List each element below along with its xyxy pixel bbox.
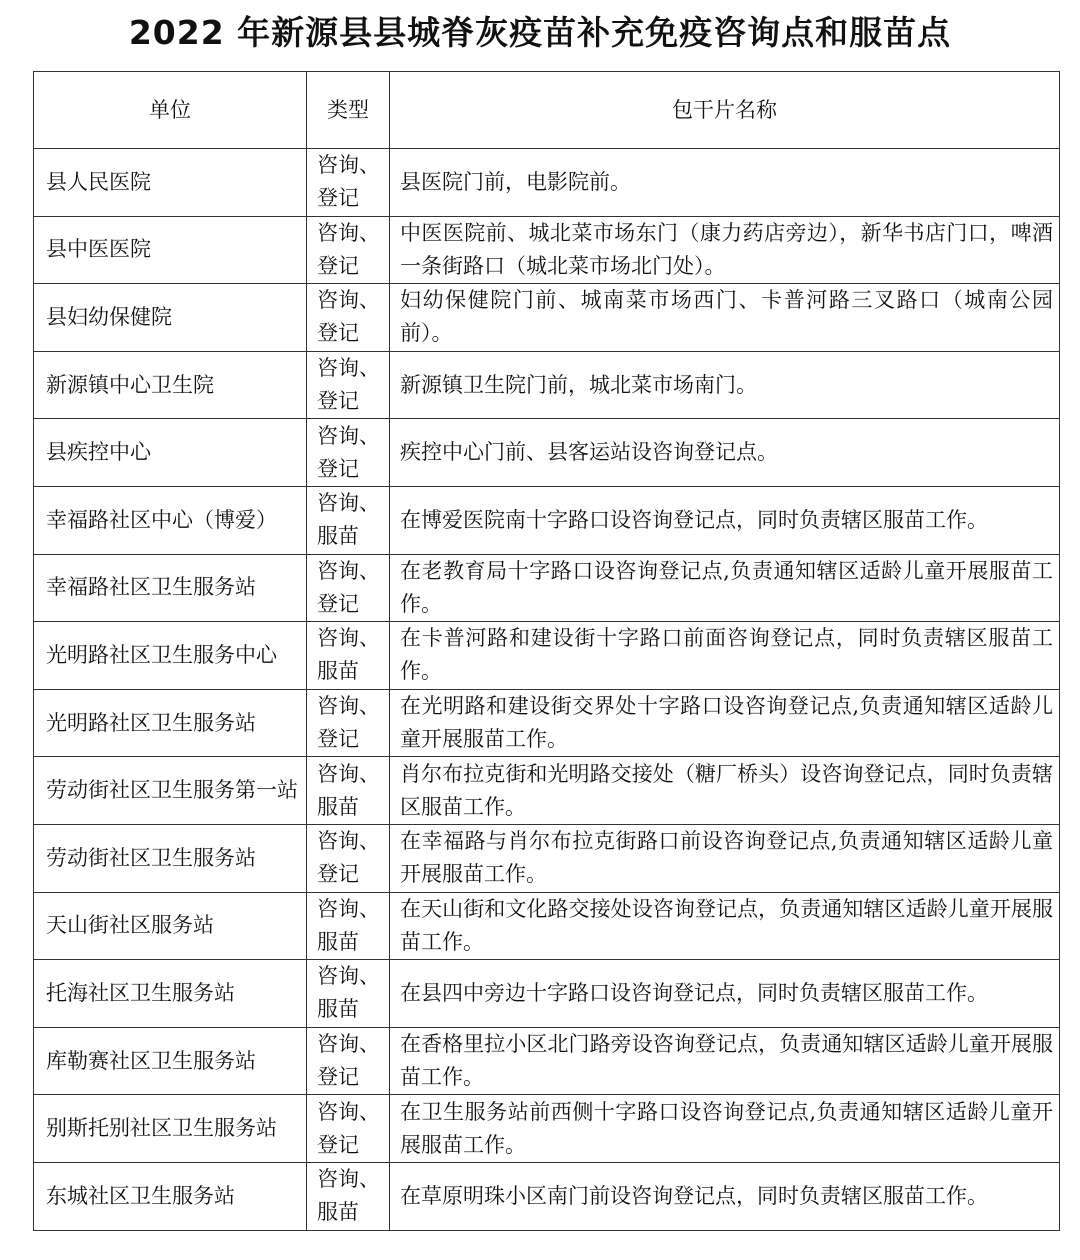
unit-cell: 县妇幼保健院: [34, 284, 307, 352]
area-cell: 在博爱医院南十字路口设咨询登记点，同时负责辖区服苗工作。: [390, 486, 1060, 554]
table-row: [34, 960, 1060, 1028]
area-cell: 在天山街和文化路交接处设咨询登记点，负责通知辖区适龄儿童开展服苗工作。: [390, 892, 1060, 960]
unit-cell: 光明路社区卫生服务站: [34, 689, 307, 757]
type-cell: 咨询、服苗: [307, 757, 390, 825]
type-cell: 咨询、登记: [307, 689, 390, 757]
unit-cell: 幸福路社区中心（博爱）: [34, 486, 307, 554]
page-title: 2022 年新源县县城脊灰疫苗补充免疫咨询点和服苗点: [128, 13, 952, 52]
table-row: [34, 216, 1060, 284]
unit-cell: 东城社区卫生服务站: [34, 1162, 307, 1230]
type-cell: 咨询、服苗: [307, 960, 390, 1028]
area-cell: 疾控中心门前、县客运站设咨询登记点。: [390, 419, 1060, 487]
type-cell: 咨询、登记: [307, 1095, 390, 1163]
table-row: [34, 824, 1060, 892]
unit-cell: 托海社区卫生服务站: [34, 960, 307, 1028]
unit-cell: 劳动街社区卫生服务第一站: [34, 757, 307, 825]
type-cell: 咨询、登记: [307, 284, 390, 352]
table-row: [34, 689, 1060, 757]
area-cell: 在老教育局十字路口设咨询登记点,负责通知辖区适龄儿童开展服苗工作。: [390, 554, 1060, 622]
area-cell: 在卫生服务站前西侧十字路口设咨询登记点,负责通知辖区适龄儿童开展服苗工作。: [390, 1095, 1060, 1163]
unit-cell: 县人民医院: [34, 149, 307, 217]
area-cell: 在光明路和建设街交界处十字路口设咨询登记点,负责通知辖区适龄儿童开展服苗工作。: [390, 689, 1060, 757]
area-cell: 在幸福路与肖尔布拉克街路口前设咨询登记点,负责通知辖区适龄儿童开展服苗工作。: [390, 824, 1060, 892]
unit-cell: 劳动街社区卫生服务站: [34, 824, 307, 892]
vaccination-points-table: [33, 71, 1060, 1231]
table-header-row: [34, 72, 1060, 149]
area-cell: 中医医院前、城北菜市场东门（康力药店旁边），新华书店门口，啤酒一条街路口（城北菜市场北门处）。: [390, 216, 1060, 284]
type-cell: 咨询、登记: [307, 351, 390, 419]
table-row: [34, 284, 1060, 352]
area-cell: 在香格里拉小区北门路旁设咨询登记点，负责通知辖区适龄儿童开展服苗工作。: [390, 1027, 1060, 1095]
table-row: [34, 1027, 1060, 1095]
table-row: [34, 486, 1060, 554]
table-row: [34, 419, 1060, 487]
unit-cell: 县疾控中心: [34, 419, 307, 487]
area-cell: 在卡普河路和建设街十字路口前面咨询登记点，同时负责辖区服苗工作。: [390, 622, 1060, 690]
unit-cell: 库勒赛社区卫生服务站: [34, 1027, 307, 1095]
type-cell: 咨询、服苗: [307, 622, 390, 690]
type-cell: 咨询、服苗: [307, 486, 390, 554]
area-cell: 在县四中旁边十字路口设咨询登记点，同时负责辖区服苗工作。: [390, 960, 1060, 1028]
unit-cell: 幸福路社区卫生服务站: [34, 554, 307, 622]
table-row: [34, 351, 1060, 419]
area-cell: 肖尔布拉克街和光明路交接处（糖厂桥头）设咨询登记点，同时负责辖区服苗工作。: [390, 757, 1060, 825]
area-cell: 县医院门前，电影院前。: [390, 149, 1060, 217]
header-type: 类型: [307, 72, 390, 149]
unit-cell: 光明路社区卫生服务中心: [34, 622, 307, 690]
area-cell: 新源镇卫生院门前，城北菜市场南门。: [390, 351, 1060, 419]
type-cell: 咨询、服苗: [307, 1162, 390, 1230]
table-row: [34, 1162, 1060, 1230]
table-row: [34, 892, 1060, 960]
table-row: [34, 757, 1060, 825]
unit-cell: 县中医医院: [34, 216, 307, 284]
type-cell: 咨询、登记: [307, 824, 390, 892]
area-cell: 妇幼保健院门前、城南菜市场西门、卡普河路三叉路口（城南公园前）。: [390, 284, 1060, 352]
type-cell: 咨询、登记: [307, 149, 390, 217]
table-row: [34, 1095, 1060, 1163]
header-unit: 单位: [34, 72, 307, 149]
type-cell: 咨询、服苗: [307, 892, 390, 960]
unit-cell: 别斯托别社区卫生服务站: [34, 1095, 307, 1163]
table-row: [34, 622, 1060, 690]
header-area: 包干片名称: [390, 72, 1060, 149]
area-cell: 在草原明珠小区南门前设咨询登记点，同时负责辖区服苗工作。: [390, 1162, 1060, 1230]
type-cell: 咨询、登记: [307, 554, 390, 622]
table-row: [34, 554, 1060, 622]
type-cell: 咨询、登记: [307, 216, 390, 284]
type-cell: 咨询、登记: [307, 1027, 390, 1095]
type-cell: 咨询、登记: [307, 419, 390, 487]
unit-cell: 新源镇中心卫生院: [34, 351, 307, 419]
unit-cell: 天山街社区服务站: [34, 892, 307, 960]
table-row: [34, 149, 1060, 217]
